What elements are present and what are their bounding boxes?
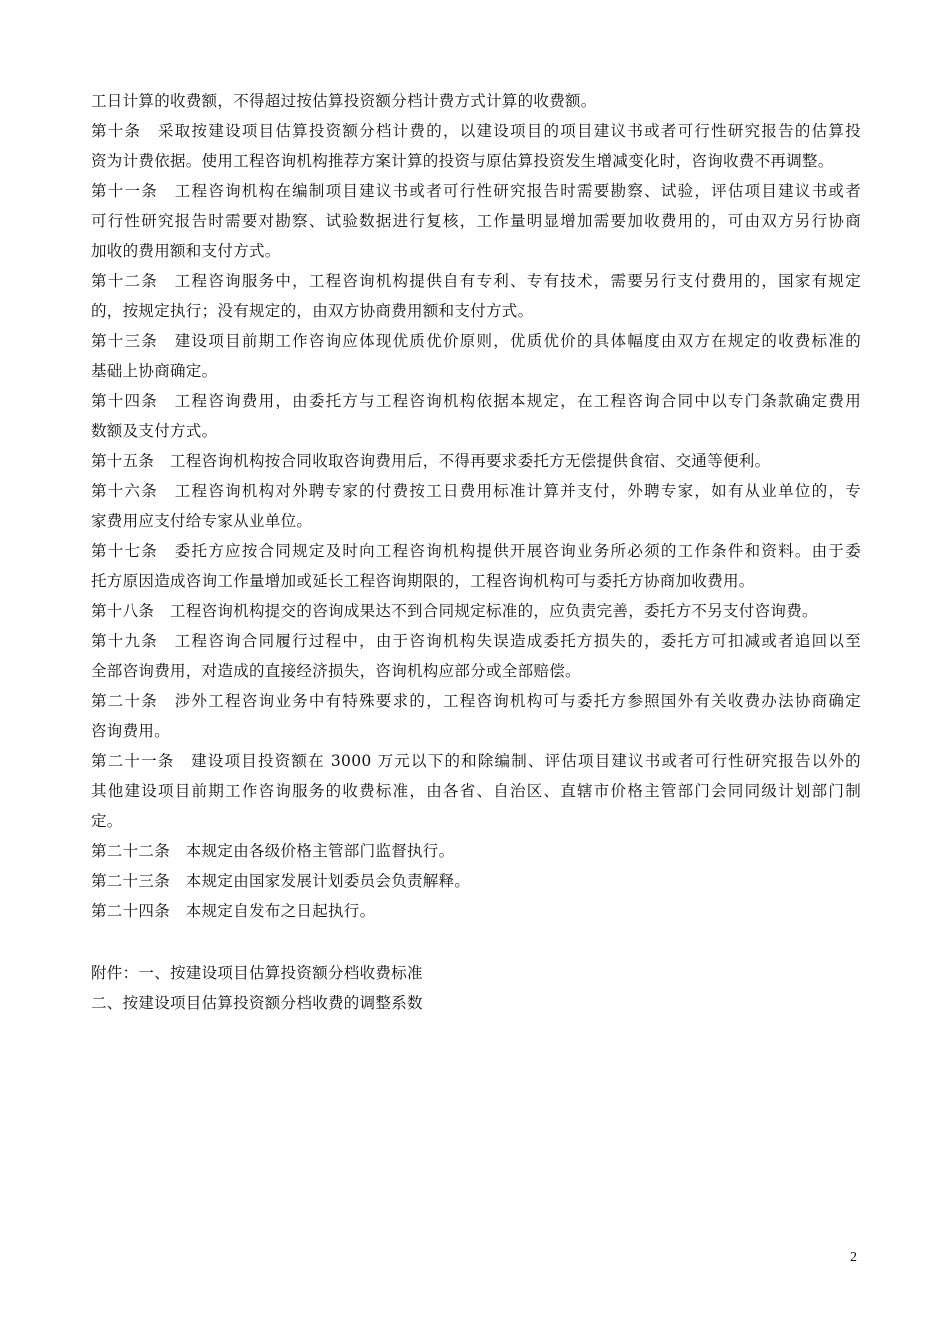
article-13-line-2: 基础上协商确定。 (91, 362, 218, 380)
article-12-line-1: 第十二条 工程咨询服务中，工程咨询机构提供自有专利、专有技术，需要另行支付费用的，国家有规定 (91, 272, 861, 290)
document-body (91, 92, 861, 1012)
article-11-line-3: 加收的费用额和支付方式。 (91, 242, 281, 260)
article-14-line-2: 数额及支付方式。 (91, 422, 218, 440)
article-23-line-1: 第二十三条 本规定由国家发展计划委员会负责解释。 (91, 872, 471, 890)
article-18-line-1: 第十八条 工程咨询机构提交的咨询成果达不到合同规定标准的，应负责完善，委托方不另支付咨询费。 (91, 602, 818, 620)
article-19-line-2: 全部咨询费用，对造成的直接经济损失，咨询机构应部分或全部赔偿。 (91, 662, 581, 680)
article-21-line-3: 定。 (91, 812, 123, 830)
article-16-line-1: 第十六条 工程咨询机构对外聘专家的付费按工日费用标准计算并支付，外聘专家，如有从业单位的，专 (91, 482, 861, 500)
article-16-line-2: 家费用应支付给专家从业单位。 (91, 512, 313, 530)
article-12-line-2: 的，按规定执行；没有规定的，由双方协商费用额和支付方式。 (91, 302, 534, 320)
article-10-line-2: 资为计费依据。使用工程咨询机构推荐方案计算的投资与原估算投资发生增减变化时，咨询收费不再调整。 (91, 152, 834, 170)
text-line: 工日计算的收费额，不得超过按估算投资额分档计费方式计算的收费额。 (91, 92, 597, 110)
article-14-line-1: 第十四条 工程咨询费用，由委托方与工程咨询机构依据本规定，在工程咨询合同中以专门条款确定费用 (91, 392, 861, 410)
article-20-line-2: 咨询费用。 (91, 722, 171, 740)
article-22-line-1: 第二十二条 本规定由各级价格主管部门监督执行。 (91, 842, 455, 860)
article-17-line-2: 托方原因造成咨询工作量增加或延长工程咨询期限的，工程咨询机构可与委托方协商加收费用。 (91, 572, 755, 590)
article-10-line-1: 第十条 采取按建设项目估算投资额分档计费的，以建设项目的项目建议书或者可行性研究报告的估算投 (91, 122, 861, 140)
article-17-line-1: 第十七条 委托方应按合同规定及时向工程咨询机构提供开展咨询业务所必须的工作条件和资料。由于委 (91, 542, 861, 560)
article-20-line-1: 第二十条 涉外工程咨询业务中有特殊要求的，工程咨询机构可与委托方参照国外有关收费办法协商确定 (91, 692, 861, 710)
article-13-line-1: 第十三条 建设项目前期工作咨询应体现优质优价原则，优质优价的具体幅度由双方在规定的收费标准的 (91, 332, 861, 350)
attachment-line-2: 二、按建设项目估算投资额分档收费的调整系数 (91, 994, 423, 1012)
article-19-line-1: 第十九条 工程咨询合同履行过程中，由于咨询机构失误造成委托方损失的，委托方可扣减或者追回以至 (91, 632, 861, 650)
article-24-line-1: 第二十四条 本规定自发布之日起执行。 (91, 902, 376, 920)
article-11-line-1: 第十一条 工程咨询机构在编制项目建议书或者可行性研究报告时需要勘察、试验，评估项目建议书或者 (91, 182, 861, 200)
article-11-line-2: 可行性研究报告时需要对勘察、试验数据进行复核，工作量明显增加需要加收费用的，可由双方另行协商 (91, 212, 861, 230)
article-21-line-1: 第二十一条 建设项目投资额在 3000 万元以下的和除编制、评估项目建议书或者可行性研究报告以外的 (91, 752, 861, 770)
article-15-line-1: 第十五条 工程咨询机构按合同收取咨询费用后，不得再要求委托方无偿提供食宿、交通等便利。 (91, 452, 771, 470)
attachment-line-1: 附件：一、按建设项目估算投资额分档收费标准 (91, 964, 423, 982)
page-number: 2 (850, 1250, 857, 1265)
article-21-line-2: 其他建设项目前期工作咨询服务的收费标准，由各省、自治区、直辖市价格主管部门会同同级计划部门制 (91, 782, 861, 800)
